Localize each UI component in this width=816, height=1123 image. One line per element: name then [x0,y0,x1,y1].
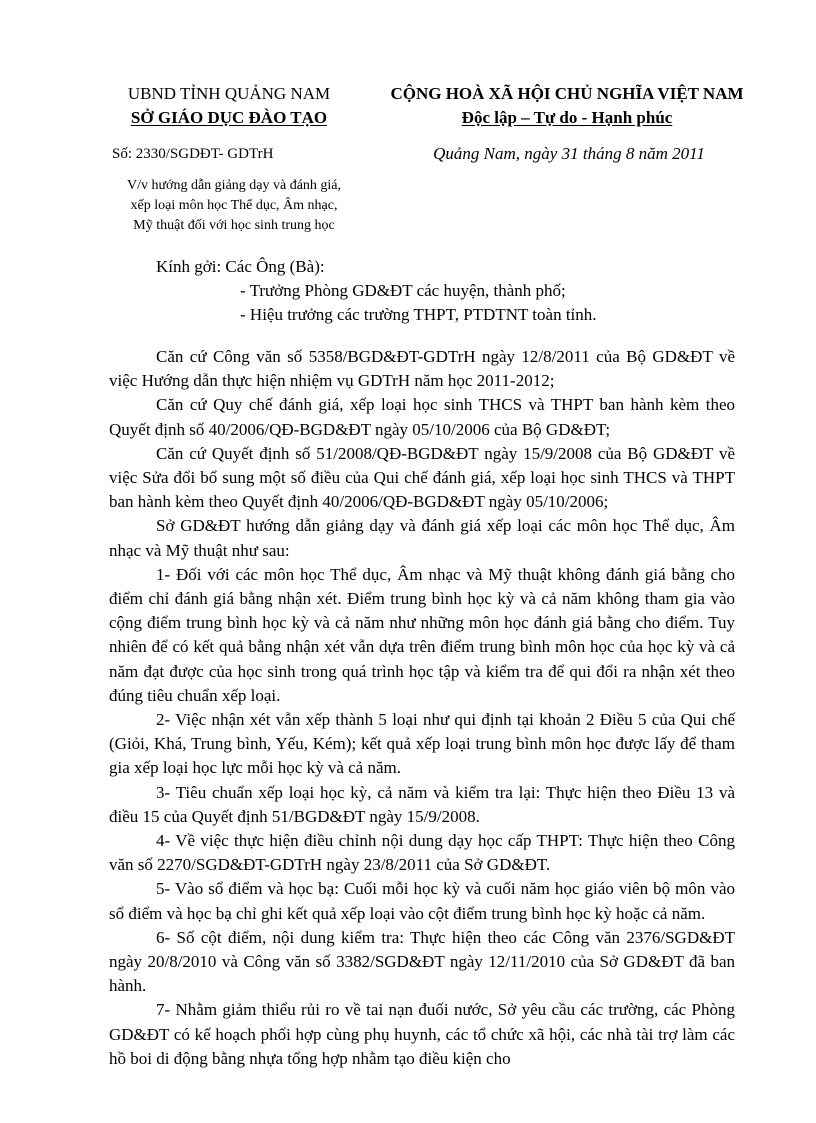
national-motto [370,106,764,130]
paragraph-item-5: 5- Vào sổ điểm và học bạ: Cuối mỗi học kỳ và cuối năm học giáo viên bộ môn vào sổ điểm và học bạ chỉ ghi kết quả xếp loại vào cột điểm trung bình học kỳ hoặc cả năm. [109,879,735,923]
subject-block [104,176,364,236]
paragraph-basis-2: Căn cứ Quy chế đánh giá, xếp loại học sinh THCS và THPT ban hành kèm theo Quyết định số 40/2006/QĐ-BGD&ĐT ngày 05/10/2006 của Bộ GD&ĐT; [109,395,735,439]
subject-line-3: Mỹ thuật đối với học sinh trung học [133,218,335,233]
paragraph-item-4: 4- Về việc thực hiện điều chỉnh nội dung dạy học cấp THPT: Thực hiện theo Công văn số 2270/SGD&ĐT-GDTrH ngày 23/8/2011 của Sở GD&ĐT. [109,831,735,875]
national-title-block [370,82,764,130]
paragraph-basis-3: Căn cứ Quyết định số 51/2008/QĐ-BGD&ĐT ngày 15/9/2008 của Bộ GD&ĐT về việc Sửa đổi bổ sung một số điều của Qui chế đánh giá, xếp loại học sinh THCS và THPT ban hành kèm theo Quyết định 40/2006/QĐ-BGD&ĐT ngày 05/10/2006; [109,443,735,512]
recipients-block [156,255,597,327]
issuer-block [104,82,354,130]
recipient-item-1: - Trưởng Phòng GD&ĐT các huyện, thành phố; [240,281,566,300]
paragraph-basis-1: Căn cứ Công văn số 5358/BGD&ĐT-GDTrH ngày 12/8/2011 của Bộ GD&ĐT về việc Hướng dẫn thực hiện nhiệm vụ GDTrH năm học 2011-2012; [109,347,735,391]
paragraph-item-3: 3- Tiêu chuẩn xếp loại học kỳ, cả năm và kiểm tra lại: Thực hiện theo Điều 13 và điều 15 của Quyết định 51/BGD&ĐT ngày 15/9/2008. [109,782,735,826]
reference-number: Số: 2330/SGDĐT- GDTrH [112,146,274,162]
paragraph-intro: Sở GD&ĐT hướng dẫn giảng dạy và đánh giá xếp loại các môn học Thể dục, Âm nhạc và Mỹ thuật như sau: [109,516,735,560]
national-title: CỘNG HOÀ XÃ HỘI CHỦ NGHĨA VIỆT NAM [390,84,744,103]
paragraph-item-1: 1- Đối với các môn học Thể dục, Âm nhạc và Mỹ thuật không đánh giá bằng cho điểm chỉ đánh giá bằng nhận xét. Điểm trung bình học kỳ và cả năm không tham gia vào cộng điểm trung bình học kỳ và cả năm như những môn học đánh giá bằng cho điểm. Tuy nhiên để có kết quả bằng nhận xét vẫn dựa trên điểm trung bình môn học của học kỳ và cả năm đạt được của học sinh trong quá trình học tập và kiểm tra để qui đổi ra nhận xét theo đúng tiêu chuẩn xếp loại. [109,564,735,705]
issuer-province: UBND TỈNH QUẢNG NAM [127,84,331,103]
subject-line-2: xếp loại môn học Thể dục, Âm nhạc, [130,198,338,213]
subject-line-1: V/v hướng dẫn giảng dạy và đánh giá, [126,178,342,193]
national-motto-text: Độc lập – Tự do - Hạnh phúc [461,108,673,127]
document-body [109,345,735,1071]
paragraph-item-7: 7- Nhằm giảm thiểu rủi ro về tai nạn đuối nước, Sở yêu cầu các trường, các Phòng GD&ĐT có kế hoạch phối hợp cùng phụ huynh, các tổ chức xã hội, các nhà tài trợ làm các hồ boi di động bằng nhựa tổng hợp nhằm tạo điều kiện cho [109,1000,735,1068]
issuer-department-text: SỞ GIÁO DỤC ĐÀO TẠO [130,108,328,127]
paragraph-item-6: 6- Số cột điểm, nội dung kiểm tra: Thực hiện theo các Công văn 2376/SGD&ĐT ngày 20/8/2010 và Công văn số 3382/SGD&ĐT ngày 12/11/2010 của Sở GD&ĐT đã ban hành. [109,927,735,996]
paragraph-item-2: 2- Việc nhận xét vẫn xếp thành 5 loại như qui định tại khoản 2 Điều 5 của Qui chế (Giỏi, Khá, Trung bình, Yếu, Kém); kết quả xếp loại trung bình môn học được lấy để tham gia xếp loại học lực mỗi học kỳ và cả năm. [109,710,735,778]
issue-date: Quảng Nam, ngày 31 tháng 8 năm 2011 [433,144,705,163]
greeting: Kính gởi: Các Ông (Bà): [156,257,325,276]
issuer-department [104,106,354,130]
recipient-item-2: - Hiệu trưởng các trường THPT, PTDTNT toàn tỉnh. [240,305,597,324]
